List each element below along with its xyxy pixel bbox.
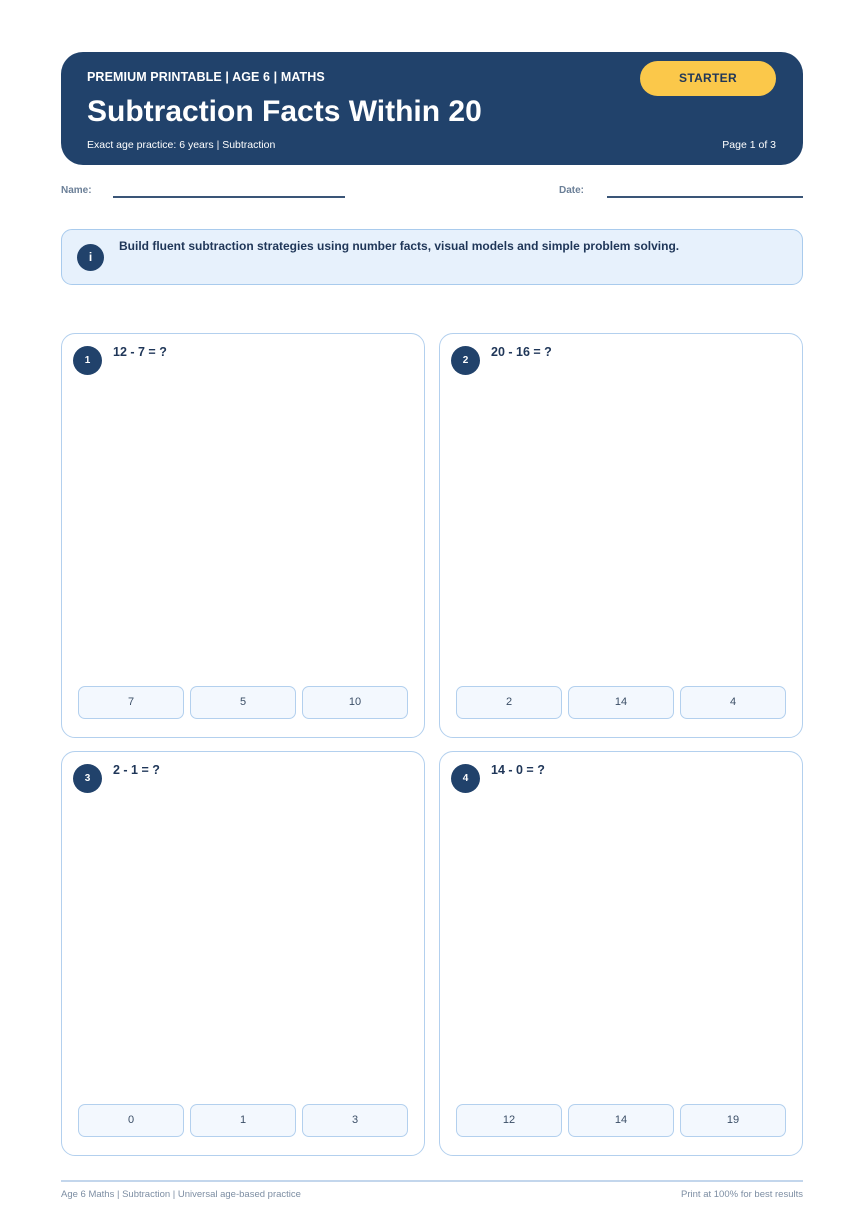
answer-choice[interactable]: 14 bbox=[568, 686, 674, 719]
answer-choice[interactable]: 5 bbox=[190, 686, 296, 719]
page-number: Page 1 of 3 bbox=[722, 139, 776, 151]
answer-choice[interactable]: 7 bbox=[78, 686, 184, 719]
question-card-3 bbox=[61, 751, 425, 1156]
instruction-box bbox=[61, 229, 803, 285]
answer-choice[interactable]: 12 bbox=[456, 1104, 562, 1137]
worksheet-header bbox=[61, 52, 803, 165]
question-prompt: 20 - 16 = ? bbox=[491, 345, 552, 359]
question-prompt: 2 - 1 = ? bbox=[113, 763, 160, 777]
name-label: Name: bbox=[61, 185, 92, 196]
question-card-2 bbox=[439, 333, 803, 738]
instruction-text: Build fluent subtraction strategies using number facts, visual models and simple problem solving. bbox=[119, 239, 680, 253]
question-number-badge: 1 bbox=[73, 346, 102, 375]
question-card-1 bbox=[61, 333, 425, 738]
question-number-badge: 4 bbox=[451, 764, 480, 793]
footer-right-text: Print at 100% for best results bbox=[681, 1189, 803, 1200]
page-title: Subtraction Facts Within 20 bbox=[87, 95, 482, 128]
question-number-badge: 2 bbox=[451, 346, 480, 375]
info-icon: i bbox=[77, 244, 104, 271]
answer-choice[interactable]: 2 bbox=[456, 686, 562, 719]
question-prompt: 12 - 7 = ? bbox=[113, 345, 167, 359]
answer-choice[interactable]: 14 bbox=[568, 1104, 674, 1137]
question-prompt: 14 - 0 = ? bbox=[491, 763, 545, 777]
date-label: Date: bbox=[559, 185, 585, 196]
question-card-4 bbox=[439, 751, 803, 1156]
answer-choice[interactable]: 4 bbox=[680, 686, 786, 719]
question-number-badge: 3 bbox=[73, 764, 102, 793]
answer-choice[interactable]: 3 bbox=[302, 1104, 408, 1137]
footer-divider bbox=[61, 1180, 803, 1182]
answer-choice[interactable]: 19 bbox=[680, 1104, 786, 1137]
answer-choice[interactable]: 10 bbox=[302, 686, 408, 719]
footer-left-text: Age 6 Maths | Subtraction | Universal age-based practice bbox=[61, 1189, 301, 1200]
answer-choice[interactable]: 0 bbox=[78, 1104, 184, 1137]
name-line[interactable] bbox=[113, 196, 345, 198]
answer-choice[interactable]: 1 bbox=[190, 1104, 296, 1137]
level-badge: STARTER bbox=[640, 61, 776, 96]
header-subtitle: Exact age practice: 6 years | Subtraction bbox=[87, 139, 276, 151]
header-kicker: PREMIUM PRINTABLE | AGE 6 | MATHS bbox=[87, 70, 325, 84]
date-line[interactable] bbox=[607, 196, 803, 198]
